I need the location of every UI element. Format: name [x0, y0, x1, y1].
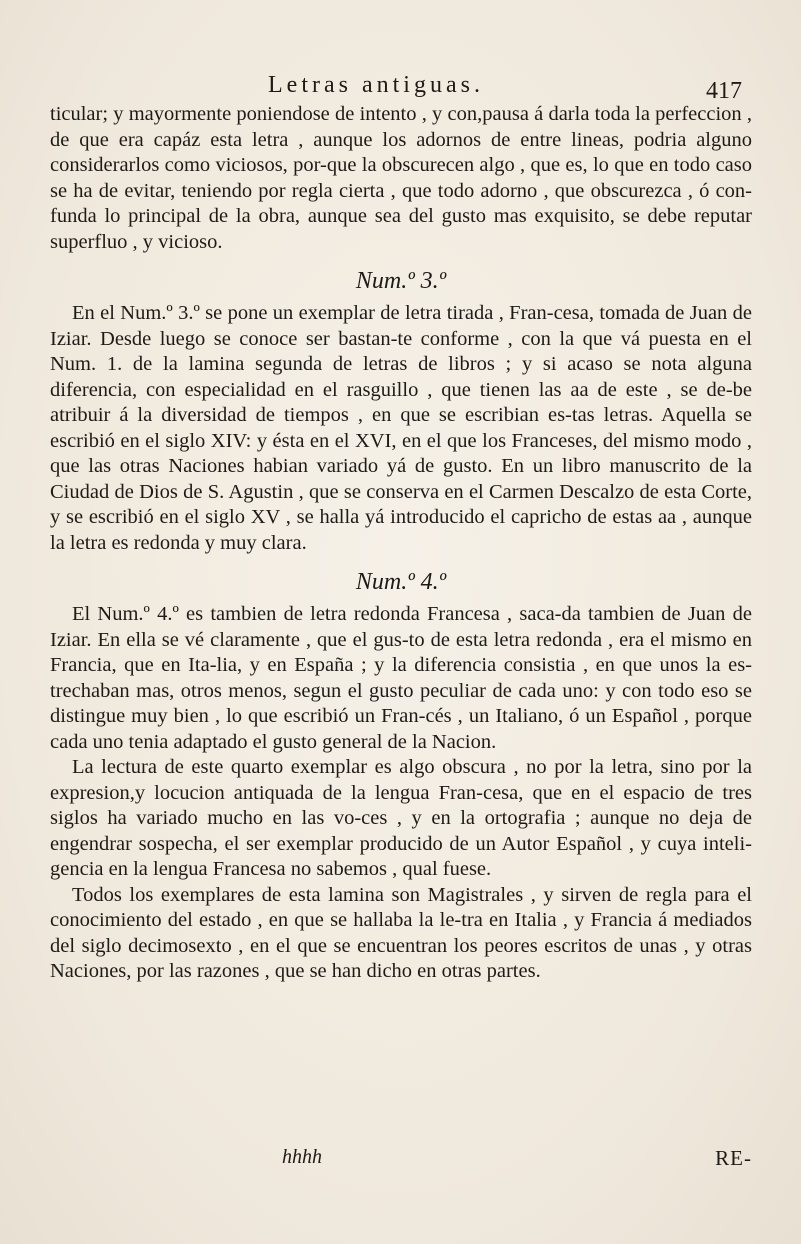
running-head: Letras antiguas.	[268, 72, 484, 98]
signature-mark: hhhh	[282, 1146, 322, 1168]
paragraph-num-3: En el Num.º 3.º se pone un exemplar de letra tirada , Fran-cesa, tomada de Juan de Iziar. Desde luego se conoce ser bastan-te conforme , con la que vá puesta en el Num. 1. de la lamina segunda de letras de libros ; y si acaso se nota alguna diferencia, con especialidad en el rasguillo , que tienen las aa de este , se de-be atribuir á la diversidad de tiempos , en que se escribian es-tas letras. Aquella se escribió en el siglo XIV: y ésta en el XVI, en el que los Franceses, del mismo modo , que las otras Naciones habian variado yá de gusto. En un libro manuscrito de la Ciudad de Dios de S. Agustin , que se conserva en el Carmen Descalzo de esta Corte, y se escribió en el siglo XV , se halla yá introducido el capricho de estas aa , aunque la letra es redonda y muy clara.	[50, 302, 752, 554]
paragraph-magistrales: Todos los exemplares de esta lamina son Magistrales , y sirven de regla para el conocimiento del estado , en que se hallaba la le-tra en Italia , y Francia á mediados del siglo decimosexto , en el que se encuentran los peores escritos de unas , y otras Naciones, por las razones , que se han dicho en otras partes.	[50, 883, 752, 982]
paragraph-continuation: ticular; y mayormente poniendose de intento , y con,pausa á darla toda la perfeccion , de que era capáz esta letra , aunque los adornos de entre lineas, podria alguno considerarlos como viciosos, por-que la obscurecen algo , que es, lo que en todo caso se ha de evitar, teniendo por regla cierta , que todo adorno , que obscurezca , ó con-funda lo principal de la obra, aunque sea del gusto mas exquisito, se debe reputar superfluo , y vicioso.	[50, 103, 752, 253]
page-header	[50, 72, 750, 106]
section-heading-num-4: Num.º 4.º	[355, 569, 447, 595]
paragraph-reading: La lectura de este quarto exemplar es algo obscura , no por la letra, sino por la expresion,y locucion antiquada de la lengua Fran-cesa, que en el espacio de tres siglos ha variado mucho en las vo-ces , y en la ortografia ; aunque no deja de engendrar sospecha, el ser exemplar producido de un Autor Español , y cuya inteli-gencia en la lengua Francesa no sabemos , qual fuese.	[50, 756, 752, 880]
body-text	[50, 102, 752, 985]
paragraph-num-4: El Num.º 4.º es tambien de letra redonda Francesa , saca-da tambien de Juan de Iziar. En ella se vé claramente , que el gus-to de esta letra redonda , era el mismo en Francia, que en Ita-lia, y en España ; y la diferencia consistia , en que unos la es-trechaban mas, otros menos, segun el gusto peculiar de cada uno: y con todo eso se distingue muy bien , lo que escribió un Fran-cés , un Italiano, ó un Español , porque cada uno tenia adaptado el gusto general de la Nacion.	[50, 603, 752, 753]
page-number: 417	[706, 78, 742, 104]
section-heading-num-3: Num.º 3.º	[355, 268, 447, 294]
catchword: RE-	[715, 1146, 752, 1170]
page-footer	[50, 1146, 752, 1176]
